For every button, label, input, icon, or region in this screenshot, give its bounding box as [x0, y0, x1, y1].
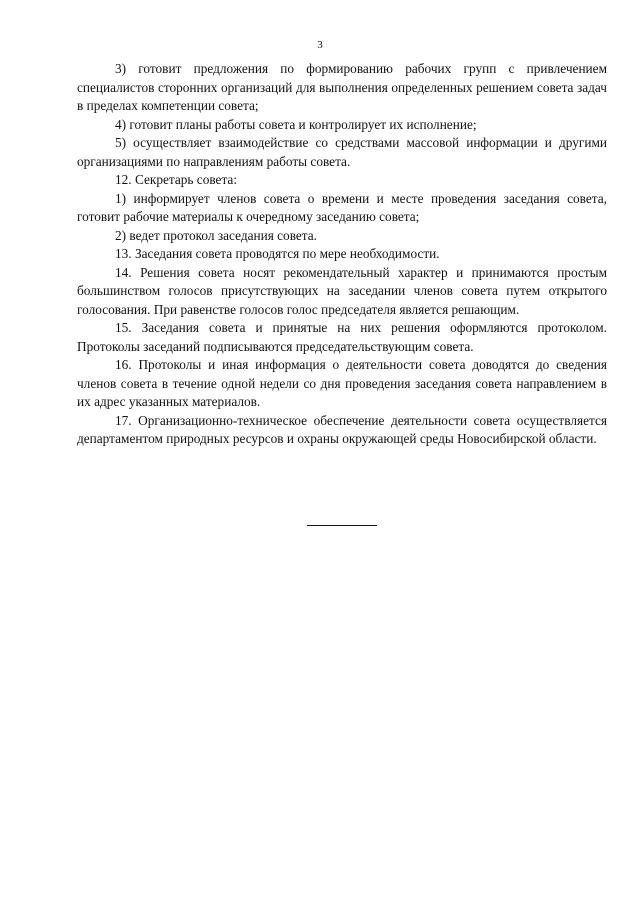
paragraph-item-3: 3) готовит предложения по формированию рабочих групп с привлечением специалистов сторонних организаций для выполнения определенных решением совета задач в пределах компетенции совета;	[77, 61, 607, 113]
page-number: 3	[317, 39, 323, 51]
paragraph-clause-12: 12. Секретарь совета:	[115, 172, 238, 187]
paragraph-clause-13: 13. Заседания совета проводятся по мере необходимости.	[115, 246, 440, 261]
paragraph-item-4: 4) готовит планы работы совета и контролирует их исполнение;	[115, 116, 477, 132]
document-body	[77, 60, 607, 449]
paragraph-clause-17: 17. Организационно-техническое обеспечение деятельности совета осуществляется департаментом природных ресурсов и охраны окружающей среды Новосибирской области.	[77, 412, 607, 446]
end-of-document-line	[307, 525, 377, 526]
paragraph-item-2: 2) ведет протокол заседания совета.	[115, 227, 318, 243]
paragraph-clause-14: 14. Решения совета носят рекомендательный характер и принимаются простым большинством голосов присутствующих на заседании членов совета путем открытого голосования. При равенстве голосов голос председателя является решающим.	[77, 264, 607, 317]
paragraph-item-1: 1) информирует членов совета о времени и месте проведения заседания совета, готовит рабочие материалы к очередному заседанию совета;	[77, 190, 607, 224]
paragraph-clause-15: 15. Заседания совета и принятые на них решения оформляются протоколом. Протоколы заседаний подписываются председательствующим совета.	[77, 320, 607, 354]
paragraph-item-5: 5) осуществляет взаимодействие со средствами массовой информации и другими организациями по направлениям работы совета.	[77, 135, 607, 169]
paragraph-clause-16: 16. Протоколы и иная информация о деятельности совета доводятся до сведения членов совета в течение одной недели со дня проведения заседания совета направлением в их адрес указанных материалов.	[77, 357, 607, 409]
